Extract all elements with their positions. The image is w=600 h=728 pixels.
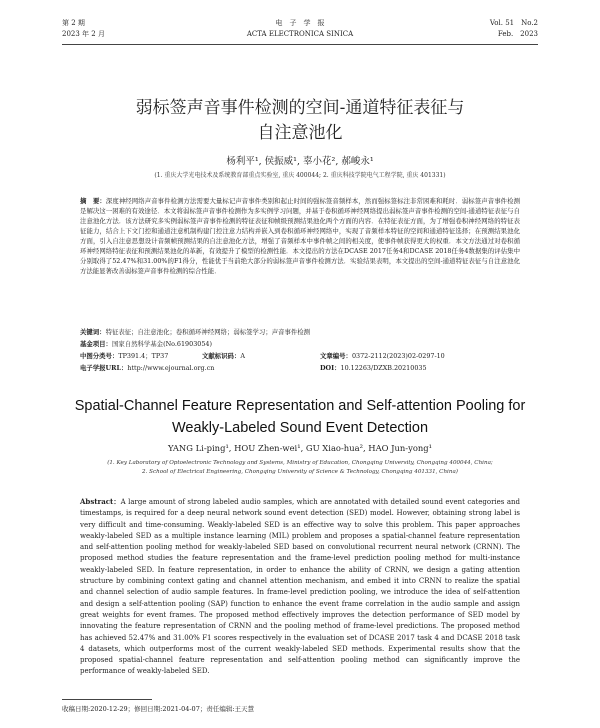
- cn-url-doi-row: [80, 363, 520, 373]
- keywords-text: 特征表征；自注意池化；卷积循环神经网络；弱标签学习；声音事件检测: [105, 328, 311, 336]
- journal-en: ACTA ELECTRONICA SINICA: [246, 30, 354, 38]
- en-affiliation: [66, 459, 534, 477]
- doccode-value: A: [240, 352, 245, 360]
- journal-cn: 电 子 学 报: [275, 19, 325, 27]
- cn-abstract-label: 摘 要：: [80, 197, 106, 205]
- clc-label: 中图分类号：: [80, 352, 119, 360]
- article-no: [320, 351, 445, 361]
- doi-value: 10.12263/DZXB.20210035: [340, 364, 427, 372]
- cn-fund: [80, 339, 520, 349]
- cn-title-line2: 自注意池化: [257, 123, 343, 143]
- keywords-label: 关键词：: [80, 328, 106, 336]
- en-abstract: [80, 496, 520, 678]
- en-affiliation-line2: 2. School of Electrical Engineering, Chongqing University of Science & Technology, Chongqing 401331, China): [142, 469, 458, 475]
- header-right: [490, 18, 538, 40]
- articleno-label: 文章编号：: [320, 352, 352, 360]
- doccode-label: 文献标识码：: [202, 352, 241, 360]
- date-cn: 2023 年 2 月: [62, 30, 105, 38]
- en-abstract-label: Abstract：: [80, 497, 121, 506]
- cn-title-line1: 弱标签声音事件检测的空间-通道特征表征与: [135, 98, 465, 118]
- date-en: Feb. 2023: [497, 30, 538, 38]
- en-title-line1: Spatial-Channel Feature Representation and Self-attention Pooling for: [74, 398, 526, 414]
- cn-authors: 杨利平¹, 侯振威¹, 辜小花², 郝峻永¹: [226, 156, 374, 167]
- en-title-line2: Weakly-Labeled Sound Event Detection: [171, 420, 429, 436]
- doi-label: DOI：: [320, 364, 341, 372]
- journal-url: [80, 363, 214, 373]
- articleno-value: 0372-2112(2023)02-0297-10: [351, 352, 445, 360]
- fund-label: 基金项目：: [80, 340, 112, 348]
- clc-value: TP391.4；TP37: [118, 352, 169, 360]
- header-rule: [62, 44, 538, 45]
- footnote-dates: 收稿日期:2020-12-29；修回日期:2021-04-07；责任编辑:王天慧: [62, 705, 255, 713]
- en-abstract-text: A large amount of strong labeled audio samples, which are annotated with detailed sound event categories and timestamps, is required for a deep neural network sound event detection (SED) model. However, obtaining strong label is very difficult and time-consuming. Weakly-labeled SED is an effective way to solve this problem. This paper approaches weakly-labeled SED as a multiple instance learning (MIL) problem and proposes a spatial-channel feature representation and self-attention pooling method for weakly-labeled SED based on convolutional recurrent neural network (CRNN). The proposed method studies the feature representation and the frame-level prediction pooling method for multi-instance weakly-labeled SED. In feature representation, in order to enhance the ability of CRNN, we design a gating attention structure by combining context gating and channel attention mechanism, and embed it into CRNN to realize the spatial and channel selection of audio sample features. In frame-level prediction pooling, we introduce the idea of self-attention and design a self-attention pooling (SAP) function to enhance the event frame correlation in the audio sample and assign great weights for event frames. The proposed method effectively improves the detection performance of SED model by innovating the feature representation of CRNN and the pooling method of frame-level predictions. The proposed method has achieved 52.47% and 31.00% F1 scores respectively in the evaluation set of DCASE 2017 task 4 and DCASE 2018 task 4 datasets, which outperforms most of the current weakly-labeled SED methods. Experimental results show that the proposed spatial-channel feature representation and self-attention pooling method can significantly improve the performance of weakly-labeled SED.: [80, 498, 520, 676]
- url-value: http://www.ejournal.org.cn: [127, 364, 215, 372]
- en-affiliation-line1: (1. Key Laboratory of Optoelectronic Technology and Systems, Ministry of Education, Chongqing University, Chongqing 400044, China;: [107, 460, 493, 466]
- cn-abstract: [80, 196, 520, 276]
- clc: [80, 351, 168, 361]
- cn-keywords: [80, 327, 520, 337]
- cn-affiliation: (1. 重庆大学光电技术及系统教育部重点实验室, 重庆 400044; 2. 重庆科技学院电气工程学院, 重庆 401331): [154, 172, 446, 179]
- issue-cn: 第 2 期: [62, 19, 85, 27]
- en-title: [0, 395, 600, 439]
- footnote-rule: [62, 699, 152, 700]
- doi: [320, 363, 427, 373]
- volume: Vol. 51 No.2: [489, 19, 538, 27]
- fund-text: 国家自然科学基金(No.61903054): [111, 340, 212, 348]
- header-center: [62, 18, 538, 40]
- cn-classification-row: [80, 351, 520, 361]
- doc-code: [202, 351, 245, 361]
- url-label: 电子学报URL：: [80, 364, 128, 372]
- cn-abstract-text: 深度神经网络声音事件检测方法需要大量标记声音事件类别和起止时间的强标签音频样本，然而强标签标注非常困难和耗时．弱标签声音事件检测是解决这一困难的有效途径．本文将弱标签声音事件检测作为多实例学习问题，并基于卷积循环神经网络提出弱标签声音事件检测的空间-通道特征表征与自注意池化方法．该方法研究多实例弱标签声音事件检测的特征表征和帧级预测结果池化两个方面的内容．在特征表征方面，为了增强卷积神经网络的特征表征能力，结合上下文门控和通道注意机制构建门控注意力结构并嵌入到卷积循环神经网络中，实现了音频样本特征的空间和通道特征选择；在预测结果池化方面，引入自注意思想设计音频帧预测结果的自注意池化方法，增强了音频样本中事件帧之间的相关度，使事件帧获得更大的权重．本文方法通过对卷积循环神经网络特征表征和预测结果池化的革新，有效提升了模型的检测性能．本文提出的方法在DCASE 2017任务4和DCASE 2018任务4数据集的评估集中分别取得了52.47%和31.00%的F1得分，性能优于当前绝大部分的弱标签声音事件检测方法．实验结果表明，本文提出的空间-通道特征表征与自注意池化方法能显著改善弱标签声音事件检测的综合性能．: [80, 197, 521, 275]
- en-authors: YANG Li-ping¹, HOU Zhen-wei¹, GU Xiao-hua², HAO Jun-yong¹: [167, 443, 433, 453]
- cn-title: [0, 96, 600, 146]
